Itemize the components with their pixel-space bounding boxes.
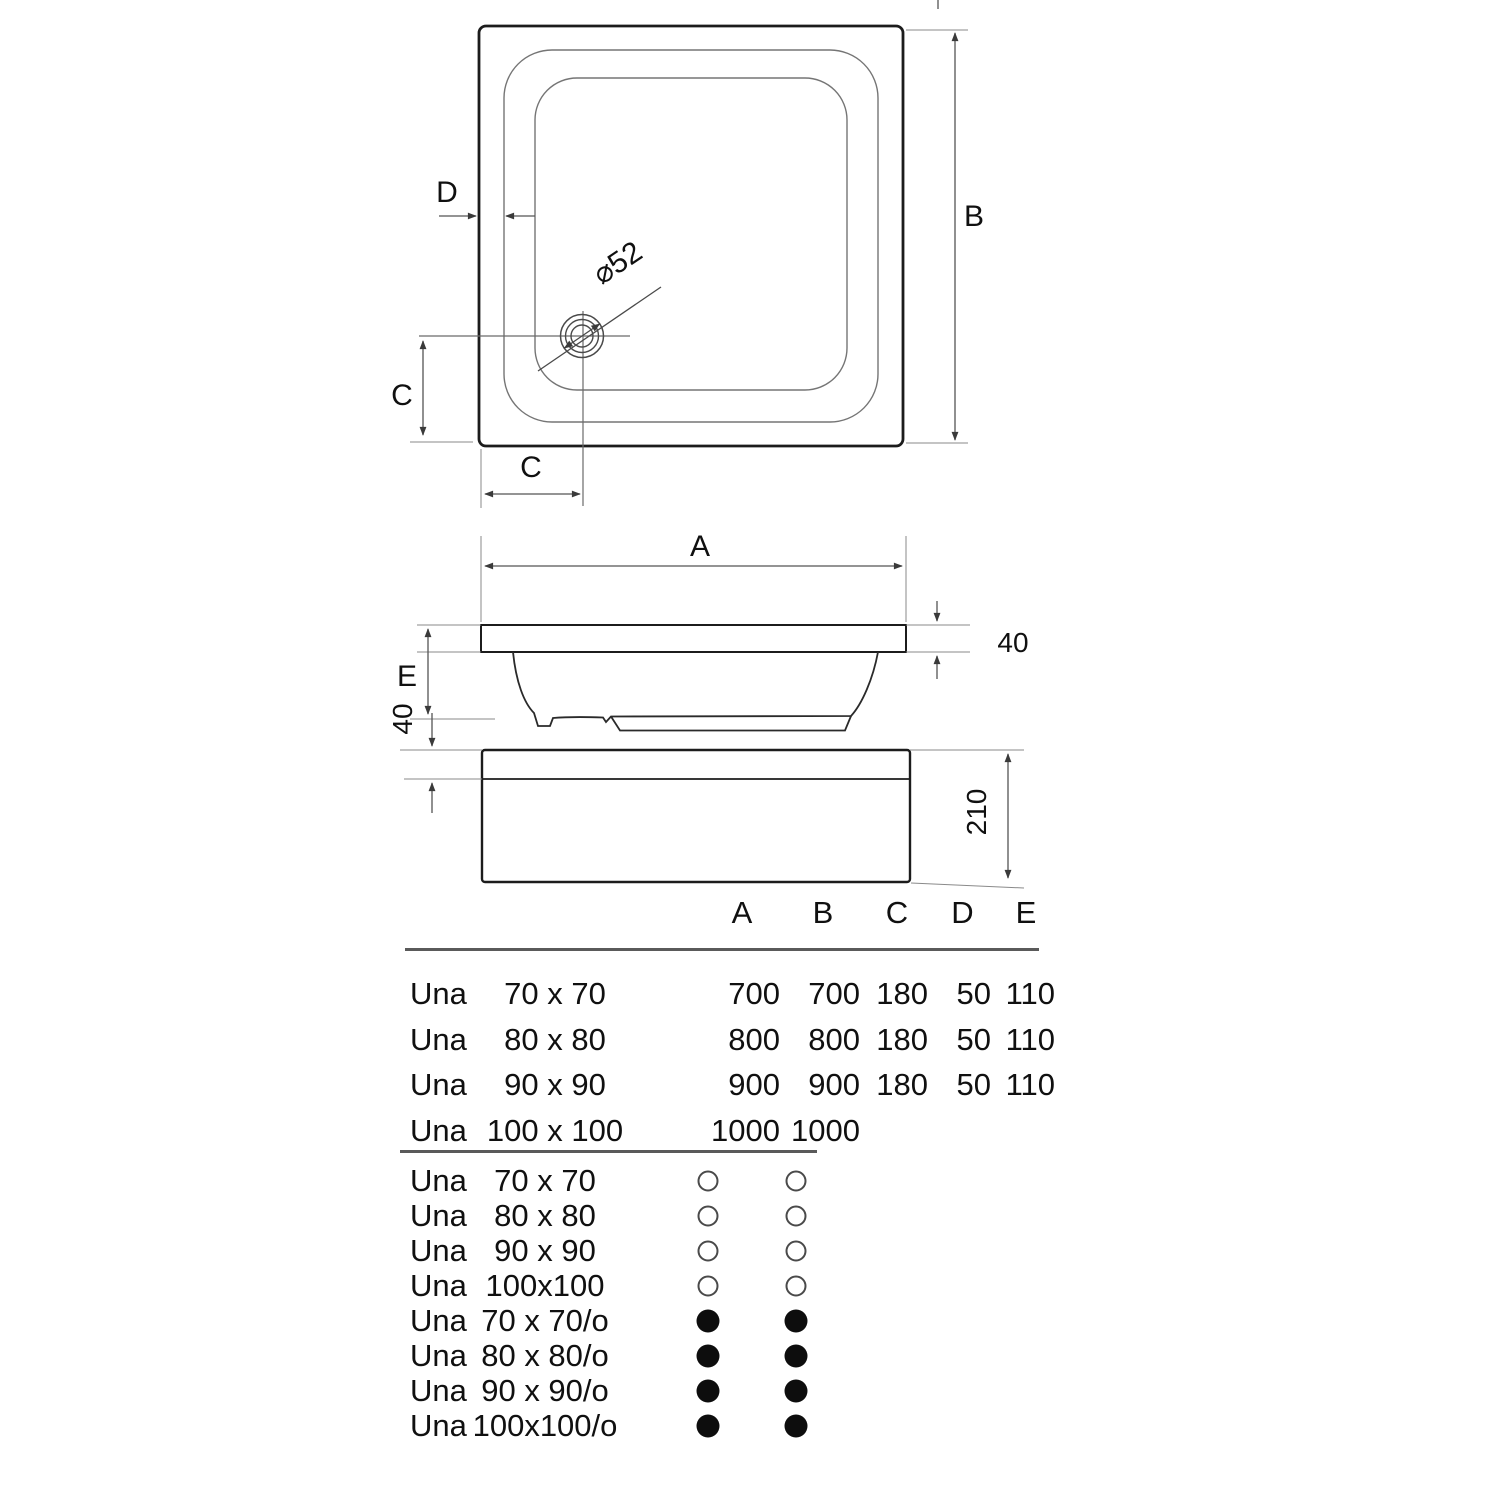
option-dot xyxy=(697,1379,720,1402)
value-b: 700 xyxy=(808,976,860,1011)
model-name: Una xyxy=(410,1303,467,1338)
dimension-table xyxy=(405,971,1055,1153)
option-dot xyxy=(697,1414,720,1437)
value-e: 110 xyxy=(1005,976,1055,1011)
model-name: Una xyxy=(410,1112,467,1148)
value-b: 800 xyxy=(808,1021,860,1057)
option-dot xyxy=(698,1205,719,1226)
option-dot xyxy=(786,1240,807,1261)
value-c: 180 xyxy=(876,1021,928,1057)
model-size: 80 x 80 xyxy=(494,1198,596,1233)
model-size: 90 x 90/o xyxy=(481,1373,609,1408)
option-dot xyxy=(698,1240,719,1261)
option-dot xyxy=(697,1309,720,1332)
table-row xyxy=(405,971,1055,1017)
option-dot xyxy=(785,1344,808,1367)
dim-label-a: A xyxy=(689,530,711,563)
model-size: 100x100 xyxy=(485,1268,605,1303)
value-d: 50 xyxy=(956,1067,991,1102)
list-item xyxy=(400,1408,840,1443)
model-size: 100 x 100 xyxy=(486,1112,624,1148)
model-name: Una xyxy=(410,976,467,1011)
model-name: Una xyxy=(410,1233,467,1268)
dim-label-c-vertical: C xyxy=(391,379,413,412)
list-item xyxy=(400,1198,840,1233)
option-dot xyxy=(785,1414,808,1437)
model-size: 90 x 90 xyxy=(494,1233,596,1268)
dim-rim-40 xyxy=(937,601,1029,679)
header-spacer xyxy=(405,897,701,929)
value-b: 900 xyxy=(808,1067,860,1102)
drain-diameter-label: ⌀52 xyxy=(587,235,649,292)
model-name: Una xyxy=(410,1268,467,1303)
value-e xyxy=(994,1108,1058,1154)
model-name: Una xyxy=(410,1373,467,1408)
dim-label-210: 210 xyxy=(961,788,992,836)
option-dot xyxy=(786,1170,807,1191)
option-dot xyxy=(786,1205,807,1226)
value-c: 180 xyxy=(876,1067,928,1102)
value-e: 110 xyxy=(1005,1021,1055,1057)
table-row xyxy=(405,1017,1055,1063)
dim-label-c-horizontal: C xyxy=(520,451,542,484)
table-row xyxy=(405,1108,1055,1154)
value-c: 180 xyxy=(876,976,928,1011)
option-dot xyxy=(786,1275,807,1296)
tray-outer-edge xyxy=(479,26,903,446)
value-d xyxy=(931,1108,994,1154)
value-a: 1000 xyxy=(711,1112,780,1148)
dim-d xyxy=(436,176,535,216)
option-dot xyxy=(785,1379,808,1402)
top-view xyxy=(391,0,984,508)
dim-c-vertical xyxy=(391,341,473,442)
tray-floor-contour xyxy=(535,78,847,390)
tray-rim-profile xyxy=(481,625,906,652)
variant-table xyxy=(400,1163,840,1443)
option-dot xyxy=(698,1170,719,1191)
list-item xyxy=(400,1338,840,1373)
list-item xyxy=(400,1268,840,1303)
list-item xyxy=(400,1373,840,1408)
model-size: 70 x 70 xyxy=(494,1163,596,1198)
option-dot xyxy=(697,1344,720,1367)
dim-c-horizontal xyxy=(481,449,580,508)
list-item xyxy=(400,1163,840,1198)
option-dot xyxy=(785,1309,808,1332)
dim-panel-40 xyxy=(387,703,432,813)
col-header-a: A xyxy=(731,895,753,930)
model-size: 100x100/o xyxy=(472,1408,618,1443)
value-d: 50 xyxy=(956,1021,991,1057)
value-b: 1000 xyxy=(791,1112,860,1148)
dim-label-panel-40: 40 xyxy=(387,703,418,735)
tray-rim-inner-contour xyxy=(504,50,878,422)
dim-210 xyxy=(961,754,1008,878)
model-name: Una xyxy=(410,1198,467,1233)
variant-table-rule xyxy=(400,1150,817,1153)
col-header-c: C xyxy=(885,895,909,930)
model-name: Una xyxy=(410,1067,467,1102)
model-size: 90 x 90 xyxy=(504,1067,606,1102)
model-size: 70 x 70/o xyxy=(481,1303,609,1338)
dim-b xyxy=(906,0,984,443)
profile-view xyxy=(397,530,1029,731)
model-name: Una xyxy=(410,1338,467,1373)
model-name: Una xyxy=(410,1163,467,1198)
dim-label-d: D xyxy=(436,176,458,209)
value-e: 110 xyxy=(1005,1067,1055,1102)
tray-bowl-profile xyxy=(513,652,878,726)
dimension-table-rule xyxy=(405,948,1039,951)
value-d: 50 xyxy=(956,976,991,1011)
model-name: Una xyxy=(410,1408,467,1443)
value-a: 900 xyxy=(728,1067,780,1102)
model-size: 80 x 80 xyxy=(504,1021,606,1057)
list-item xyxy=(400,1233,840,1268)
model-size: 80 x 80/o xyxy=(481,1338,609,1373)
dim-label-b: B xyxy=(963,200,985,233)
value-c xyxy=(863,1108,931,1154)
model-name: Una xyxy=(410,1021,467,1057)
tray-plinth-profile xyxy=(611,716,851,731)
col-header-b: B xyxy=(812,895,834,930)
model-size: 70 x 70 xyxy=(504,976,606,1011)
list-item xyxy=(400,1303,840,1338)
dimension-table-header xyxy=(405,897,1055,929)
option-dot xyxy=(698,1275,719,1296)
col-header-e: E xyxy=(1015,895,1037,930)
dim-label-e: E xyxy=(396,660,418,693)
col-header-d: D xyxy=(951,895,974,930)
panel-outline xyxy=(482,750,910,882)
value-a: 700 xyxy=(728,976,780,1011)
value-a: 800 xyxy=(728,1021,780,1057)
dim-label-rim-40: 40 xyxy=(997,627,1029,658)
table-row xyxy=(405,1062,1055,1108)
